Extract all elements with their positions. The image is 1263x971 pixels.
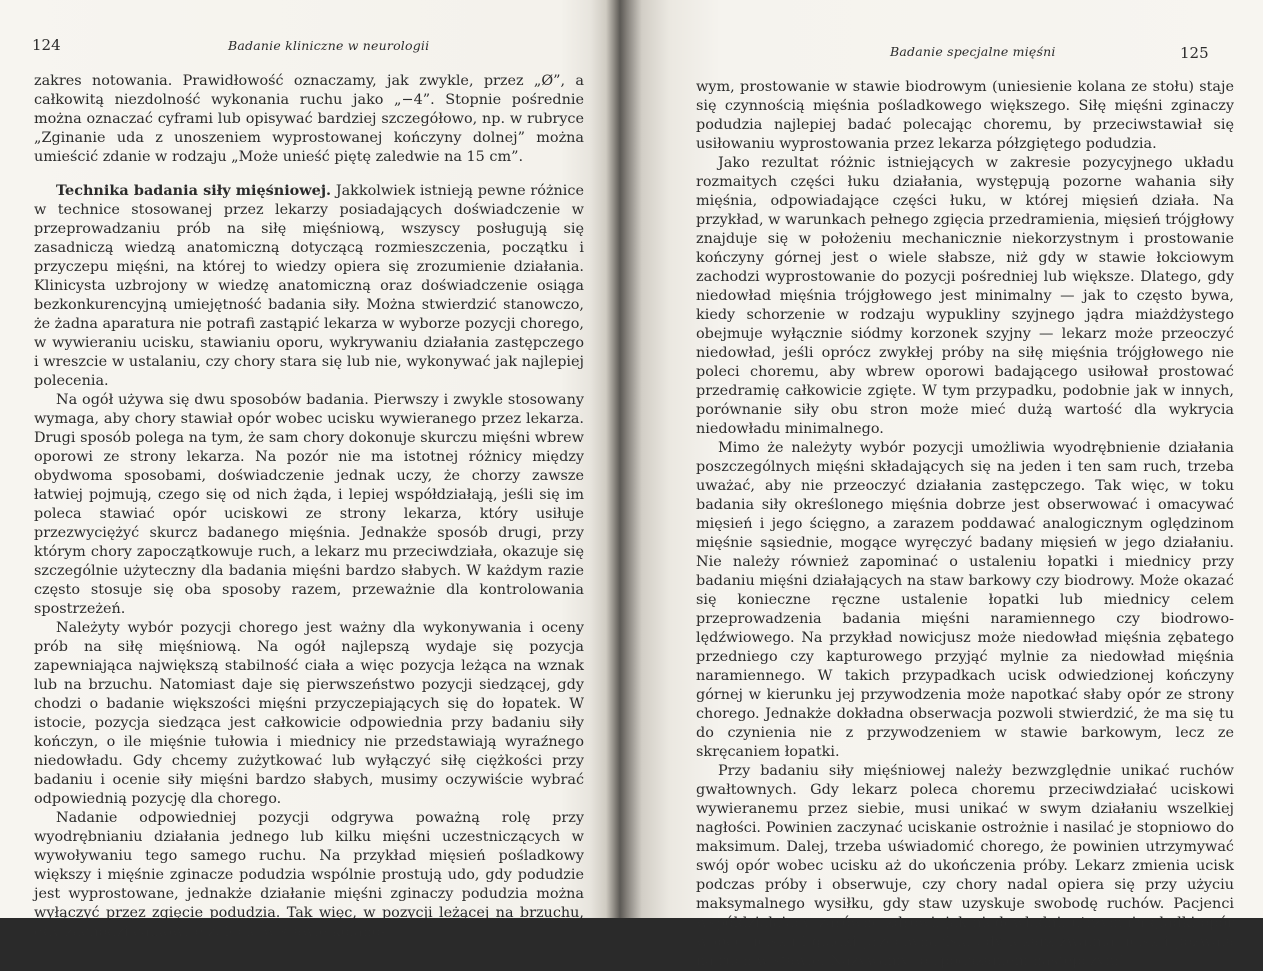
- paragraph: Mimo że należyty wybór pozycji umożliwia wyodrębnienie działania poszczególnych mięśni składających się na jeden i ten sam ruch, trzeba uważać, aby nie przeoczyć działania zastępczego. Tak więc, w toku badania siły określonego mięśnia dobrze jest obserwować i omacywać mięsień i jego ścięgno, a zarazem poddawać analogicznym oględzinom mięśnie sąsiednie, mogące wyręczyć badany mięsień w jego działaniu. Nie należy również zapominać o ustaleniu łopatki i miednicy przy badaniu mięśni działających na staw barkowy czy biodrowy. Może okazać się konieczne ręczne ustalenie łopatki lub miednicy celem przeprowadzenia badania mięśni naramiennego czy biodrowo-lędźwiowego. Na przykład nowicjusz może niedowład mięśnia zębatego przedniego czy kapturowego przyjąć mylnie za niedowład mięśnia naramiennego. W takich przypadkach ucisk odwiedzionej kończyny górnej w kierunku jej przywodzenia może napotkać słaby opór ze strony chorego. Jednakże dokładna obserwacja pozwoli stwierdzić, że ma się tu do czynienia nie z przywodzeniem w stawie barkowym, lecz ze skręcaniem łopatki.: [696, 440, 1234, 760]
- running-head: Badanie specjalne mięśni: [890, 44, 1056, 59]
- page-body: [696, 78, 1234, 971]
- paragraph: Na ogół używa się dwu sposobów badania. Pierwszy i zwykle stosowany wymaga, aby chory stawiał opór wobec ucisku wywieranego przez lekarza. Drugi sposób polega na tym, że sam chory dokonuje skurczu mięśni wbrew oporowi ze strony lekarza. Na pozór nie ma istotnej różnicy między obydwoma sposobami, doświadczenie jednak uczy, że chorzy zawsze łatwiej pojmują, czego się od nich żąda, i lepiej współdziałają, jeśli się im poleca stawiać opór uciskowi ze strony lekarza, który usiłuje przezwyciężyć skurcz badanego mięśnia. Jednakże sposób drugi, przy którym chory zapoczątkowuje ruch, a lekarz mu przeciwdziała, okazuje się szczególnie użyteczny dla badania mięśni bardzo słabych. W każdym razie często stosuje się oba sposoby razem, przeważnie dla kontrolowania spostrzeżeń.: [34, 392, 584, 617]
- paragraph: Nadanie odpowiedniej pozycji odgrywa poważną rolę przy wyodrębnianiu działania jednego lub kilku mięśni uczestniczących w wywoływaniu tego samego ruchu. Na przykład mięsień pośladkowy większy i mięśnie zginacze podudzia wspólnie prostują udo, gdy podudzie jest wyprostowane, jednakże działanie mięśni zginaczy podudzia można wyłączyć przez zgięcie podudzia. Tak więc, w pozycji leżącej na brzuchu, gdy zachodzi całkowite zgięcie w stawie kolano-: [34, 810, 584, 940]
- page-number: 125: [1180, 44, 1209, 62]
- paragraph: wym, prostowanie w stawie biodrowym (uniesienie kolana ze stołu) staje się czynnością mięśnia pośladkowego większego. Siłę mięśni zginaczy podudzia najlepiej badać polecając choremu, by przeciwstawiał się usiłowaniu wyprostowania przez lekarza półzgiętego podudzia.: [696, 79, 1234, 152]
- paragraph: zakres notowania. Prawidłowość oznaczamy, jak zwykle, przez „Ø”, a całkowitą niezdolność wykonania ruchu jako „−4”. Stopnie pośrednie można oznaczać cyframi lub opisywać bardziej szczegółowo, np. w rubryce „Zginanie uda z unoszeniem wyprostowanej kończyny dolnej” można umieścić zdanie w rodzaju „Może unieść piętę zaledwie na 15 cm”.: [34, 73, 584, 165]
- section-text: Jakkolwiek istnieją pewne różnice w technice stosowanej przez lekarzy posiadających doświadczenie w przeprowadzaniu prób na siłę mięśniową, wszyscy posługują się zasadniczą wiedzą anatomiczną dotyczącą rozmieszczenia, początku i przyczepu mięśni, na której to wiedzy opiera się zrozumienie działania. Klinicysta uzbrojony w wiedzę anatomiczną oraz doświadczenie osiąga bezkonkurencyjną umiejętność badania siły. Można stwierdzić stanowczo, że żadna aparatura nie potrafi zastąpić lekarza w wyborze pozycji chorego, w wywieraniu ucisku, stawianiu oporu, wykrywaniu działania zastępczego i wreszcie w ustalaniu, czy chory stara się lub nie, wykonywać jak najlepiej polecenia.: [34, 183, 584, 389]
- right-page: [640, 0, 1263, 969]
- running-head: Badanie kliniczne w neurologii: [228, 38, 430, 53]
- section-heading: Technika badania siły mięśniowej.: [56, 182, 332, 199]
- paragraph: Należyty wybór pozycji chorego jest ważny dla wykonywania i oceny prób na siłę mięśniową. Na ogół najlepszą wydaje się pozycja zapewniająca największą stabilność ciała a więc pozycja leżąca na wznak lub na brzuchu. Natomiast daje się pierwszeństwo pozycji siedzącej, gdy chodzi o badanie większości mięśni przyczepiających się do łopatek. W istocie, pozycja siedząca jest całkowicie odpowiednia przy badaniu siły kończyn, o ile mięśnie tułowia i miednicy nie przedstawiają wyraźnego niedowładu. Gdy chcemy zużytkować lub wyłączyć siłę ciężkości przy badaniu i ocenie siły mięśni bardzo słabych, musimy oczywiście wybrać odpowiednią pozycję dla chorego.: [34, 620, 584, 807]
- paragraph: Jako rezultat różnic istniejących w zakresie pozycyjnego układu rozmaitych części łuku działania, występują pozorne wahania siły mięśnia, odpowiadające części łuku, w której mięsień działa. Na przykład, w warunkach pełnego zgięcia przedramienia, mięsień trójgłowy znajduje się w położeniu mechanicznie niekorzystnym i prostowanie kończyny górnej jest o wiele słabsze, niż gdy w stawie łokciowym zachodzi wyprostowanie do pozycji pośredniej lub większe. Dlatego, gdy niedowład mięśnia trójgłowego jest minimalny — jak to często bywa, kiedy schorzenie w rodzaju wypukliny szyjnego jądra miażdżystego obejmuje wyłącznie siódmy korzonek szyjny — lekarz może przeoczyć niedowład, jeśli oprócz zwykłej próby na siłę mięśnia trójgłowego nie poleci choremu, aby wbrew oporowi badającego usiłował prostować przedramię całkowicie zgięte. W tym przypadku, podobnie jak w innych, porównanie siły obu stron może mieć dużą wartość dla wykrycia niedowładu minimalnego.: [696, 155, 1235, 437]
- paragraph: Przy badaniu siły mięśniowej należy bezwzględnie unikać ruchów gwałtownych. Gdy lekarz poleca choremu przeciwdziałać uciskowi wywieranemu przez siebie, musi unikać w swym działaniu wszelkiej nagłości. Powinien zaczynać uciskanie ostrożnie i nasilać je stopniowo do maksimum. Dalej, trzeba uświadomić chorego, że powinien utrzymywać swój opór wobec ucisku aż do ukończenia próby. Lekarz zmienia ucisk podczas próby i obserwuje, czy chory nadal opiera się przy użyciu maksymalnego wysiłku, gdy staw uzyskuje swobodę ruchów. Pacjenci współdziałający, zarówno zdrowi, jak niedowładni, utrzymują gładki opór wobec ucisku i gładki przeciwnacisk, gdy lekarz zwalnia ucisk i pozwala na ruch w stawie. Nazywamy to „podążaniem następczym”.: [696, 763, 1234, 969]
- section-paragraph: [34, 181, 584, 391]
- page-body: [34, 72, 584, 942]
- left-page: [0, 0, 610, 940]
- page-number: 124: [32, 36, 61, 54]
